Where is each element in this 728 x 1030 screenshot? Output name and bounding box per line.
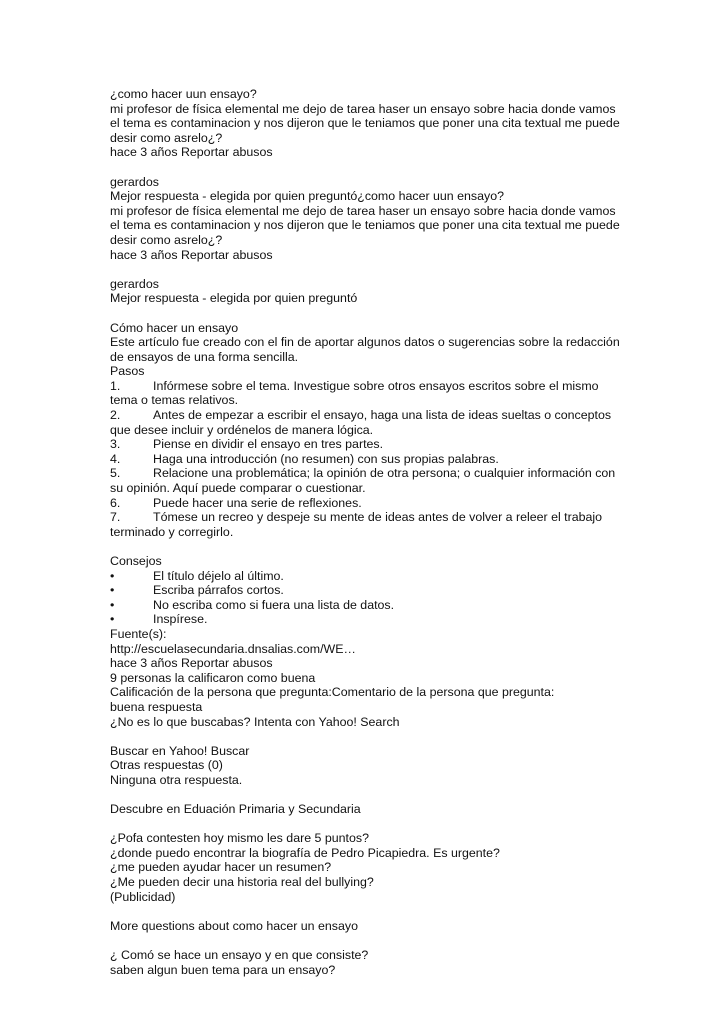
answer-header-user: gerardos bbox=[110, 174, 159, 189]
answer-user: gerardos bbox=[110, 276, 159, 291]
rating-count: 9 personas la calificaron como buena bbox=[110, 670, 316, 685]
question-body-line: desir como asrelo¿? bbox=[110, 130, 223, 145]
step-number: 6. bbox=[110, 495, 121, 510]
answer-header-body-line: desir como asrelo¿? bbox=[110, 232, 223, 247]
spacer bbox=[110, 788, 700, 803]
question-body-line: mi profesor de física elemental me dejo de tarea haser un ensayo sobre hacia donde vamos bbox=[110, 101, 616, 116]
step-item bbox=[110, 379, 700, 394]
step-item bbox=[110, 452, 700, 467]
search-line: Buscar en Yahoo! Buscar bbox=[110, 743, 250, 758]
step-number: 5. bbox=[110, 466, 121, 481]
tip-item bbox=[110, 583, 700, 598]
answer-best-line: Mejor respuesta - elegida por quien preguntó bbox=[110, 291, 358, 306]
spacer bbox=[110, 262, 700, 277]
spacer bbox=[110, 817, 700, 832]
bullet-icon: • bbox=[110, 583, 115, 598]
answer-meta: hace 3 años Reportar abusos bbox=[110, 656, 273, 671]
step-item bbox=[110, 408, 700, 423]
bullet-icon: • bbox=[110, 612, 115, 627]
sources-label: Fuente(s): bbox=[110, 626, 167, 641]
tip-text: No escriba como si fuera una lista de datos. bbox=[153, 597, 395, 612]
related-question: ¿Pofa contesten hoy mismo les dare 5 puntos? bbox=[110, 831, 369, 846]
tip-text: Escriba párrafos cortos. bbox=[153, 583, 284, 598]
step-text: Puede hacer una serie de reflexiones. bbox=[153, 495, 362, 510]
step-continuation: que desee incluir y ordénelos de manera lógica. bbox=[110, 422, 374, 437]
step-text: Haga una introducción (no resumen) con sus propias palabras. bbox=[153, 451, 499, 466]
answer-intro-line: Este artículo fue creado con el fin de aportar algunos datos o sugerencias sobre la redacción bbox=[110, 335, 620, 350]
document-page bbox=[110, 87, 700, 977]
step-number: 3. bbox=[110, 437, 121, 452]
discover-line: Descubre en Eduación Primaria y Secundaria bbox=[110, 802, 361, 817]
ad-label: (Publicidad) bbox=[110, 889, 176, 904]
more-question: saben algun buen tema para un ensayo? bbox=[110, 962, 336, 977]
step-number: 4. bbox=[110, 451, 121, 466]
answer-header-meta: hace 3 años Reportar abusos bbox=[110, 247, 273, 262]
step-item bbox=[110, 437, 700, 452]
answer-intro-line: de ensayos de una forma sencilla. bbox=[110, 349, 299, 364]
more-question: ¿ Comó se hace un ensayo y en que consiste? bbox=[110, 948, 369, 963]
answer-title: Cómo hacer un ensayo bbox=[110, 320, 239, 335]
tip-item bbox=[110, 598, 700, 613]
step-continuation: tema o temas relativos. bbox=[110, 393, 239, 408]
related-question: ¿donde puedo encontrar la biografía de Pedro Picapiedra. Es urgente? bbox=[110, 845, 500, 860]
bullet-icon: • bbox=[110, 568, 115, 583]
step-continuation: terminado y corregirlo. bbox=[110, 524, 234, 539]
other-answers-label: Otras respuestas (0) bbox=[110, 758, 223, 773]
step-text: Infórmese sobre el tema. Investigue sobre otros ensayos escritos sobre el mismo bbox=[153, 378, 599, 393]
rating-comment: buena respuesta bbox=[110, 699, 203, 714]
question-body-line: el tema es contaminacion y nos dijeron que le teniamos que poner una cita textual me puede bbox=[110, 116, 620, 131]
step-item bbox=[110, 496, 700, 511]
spacer bbox=[110, 160, 700, 175]
related-question: ¿Me pueden decir una historia real del bullying? bbox=[110, 875, 374, 890]
source-link[interactable]: http://escuelasecundaria.dnsalias.com/WE… bbox=[110, 641, 356, 656]
step-number: 2. bbox=[110, 408, 121, 423]
related-question: ¿me pueden ayudar hacer un resumen? bbox=[110, 860, 332, 875]
step-continuation: su opinión. Aquí puede comparar o cuestionar. bbox=[110, 481, 366, 496]
no-other-answers: Ninguna otra respuesta. bbox=[110, 772, 243, 787]
step-number: 7. bbox=[110, 510, 121, 525]
bullet-icon: • bbox=[110, 597, 115, 612]
answer-header-body-line: el tema es contaminacion y nos dijeron que le teniamos que poner una cita textual me puede bbox=[110, 218, 620, 233]
not-found-line: ¿No es lo que buscabas? Intenta con Yahoo! Search bbox=[110, 714, 400, 729]
question-title: ¿como hacer uun ensayo? bbox=[110, 87, 257, 101]
step-item bbox=[110, 466, 700, 481]
steps-label: Pasos bbox=[110, 364, 145, 379]
tip-item bbox=[110, 612, 700, 627]
tip-item bbox=[110, 569, 700, 584]
step-text: Tómese un recreo y despeje su mente de ideas antes de volver a releer el trabajo bbox=[153, 510, 603, 525]
more-questions-label: More questions about como hacer un ensayo bbox=[110, 918, 358, 933]
spacer bbox=[110, 904, 700, 919]
tips-label: Consejos bbox=[110, 554, 162, 568]
rating-line: Calificación de la persona que pregunta:Comentario de la persona que pregunta: bbox=[110, 685, 555, 700]
question-meta: hace 3 años Reportar abusos bbox=[110, 145, 273, 160]
step-text: Antes de empezar a escribir el ensayo, haga una lista de ideas sueltas o conceptos bbox=[153, 408, 612, 423]
step-item bbox=[110, 510, 700, 525]
spacer bbox=[110, 539, 700, 554]
step-text: Relacione una problemática; la opinión de otra persona; o cualquier información con bbox=[153, 466, 616, 481]
step-number: 1. bbox=[110, 378, 121, 393]
tip-text: Inspírese. bbox=[153, 612, 208, 627]
spacer bbox=[110, 729, 700, 744]
tip-text: El título déjelo al último. bbox=[153, 568, 284, 583]
spacer bbox=[110, 306, 700, 321]
spacer bbox=[110, 933, 700, 948]
step-text: Piense en dividir el ensayo en tres partes. bbox=[153, 437, 384, 452]
answer-header-best-line: Mejor respuesta - elegida por quien preguntó¿como hacer uun ensayo? bbox=[110, 189, 504, 204]
answer-header-body-line: mi profesor de física elemental me dejo de tarea haser un ensayo sobre hacia donde vamos bbox=[110, 203, 616, 218]
